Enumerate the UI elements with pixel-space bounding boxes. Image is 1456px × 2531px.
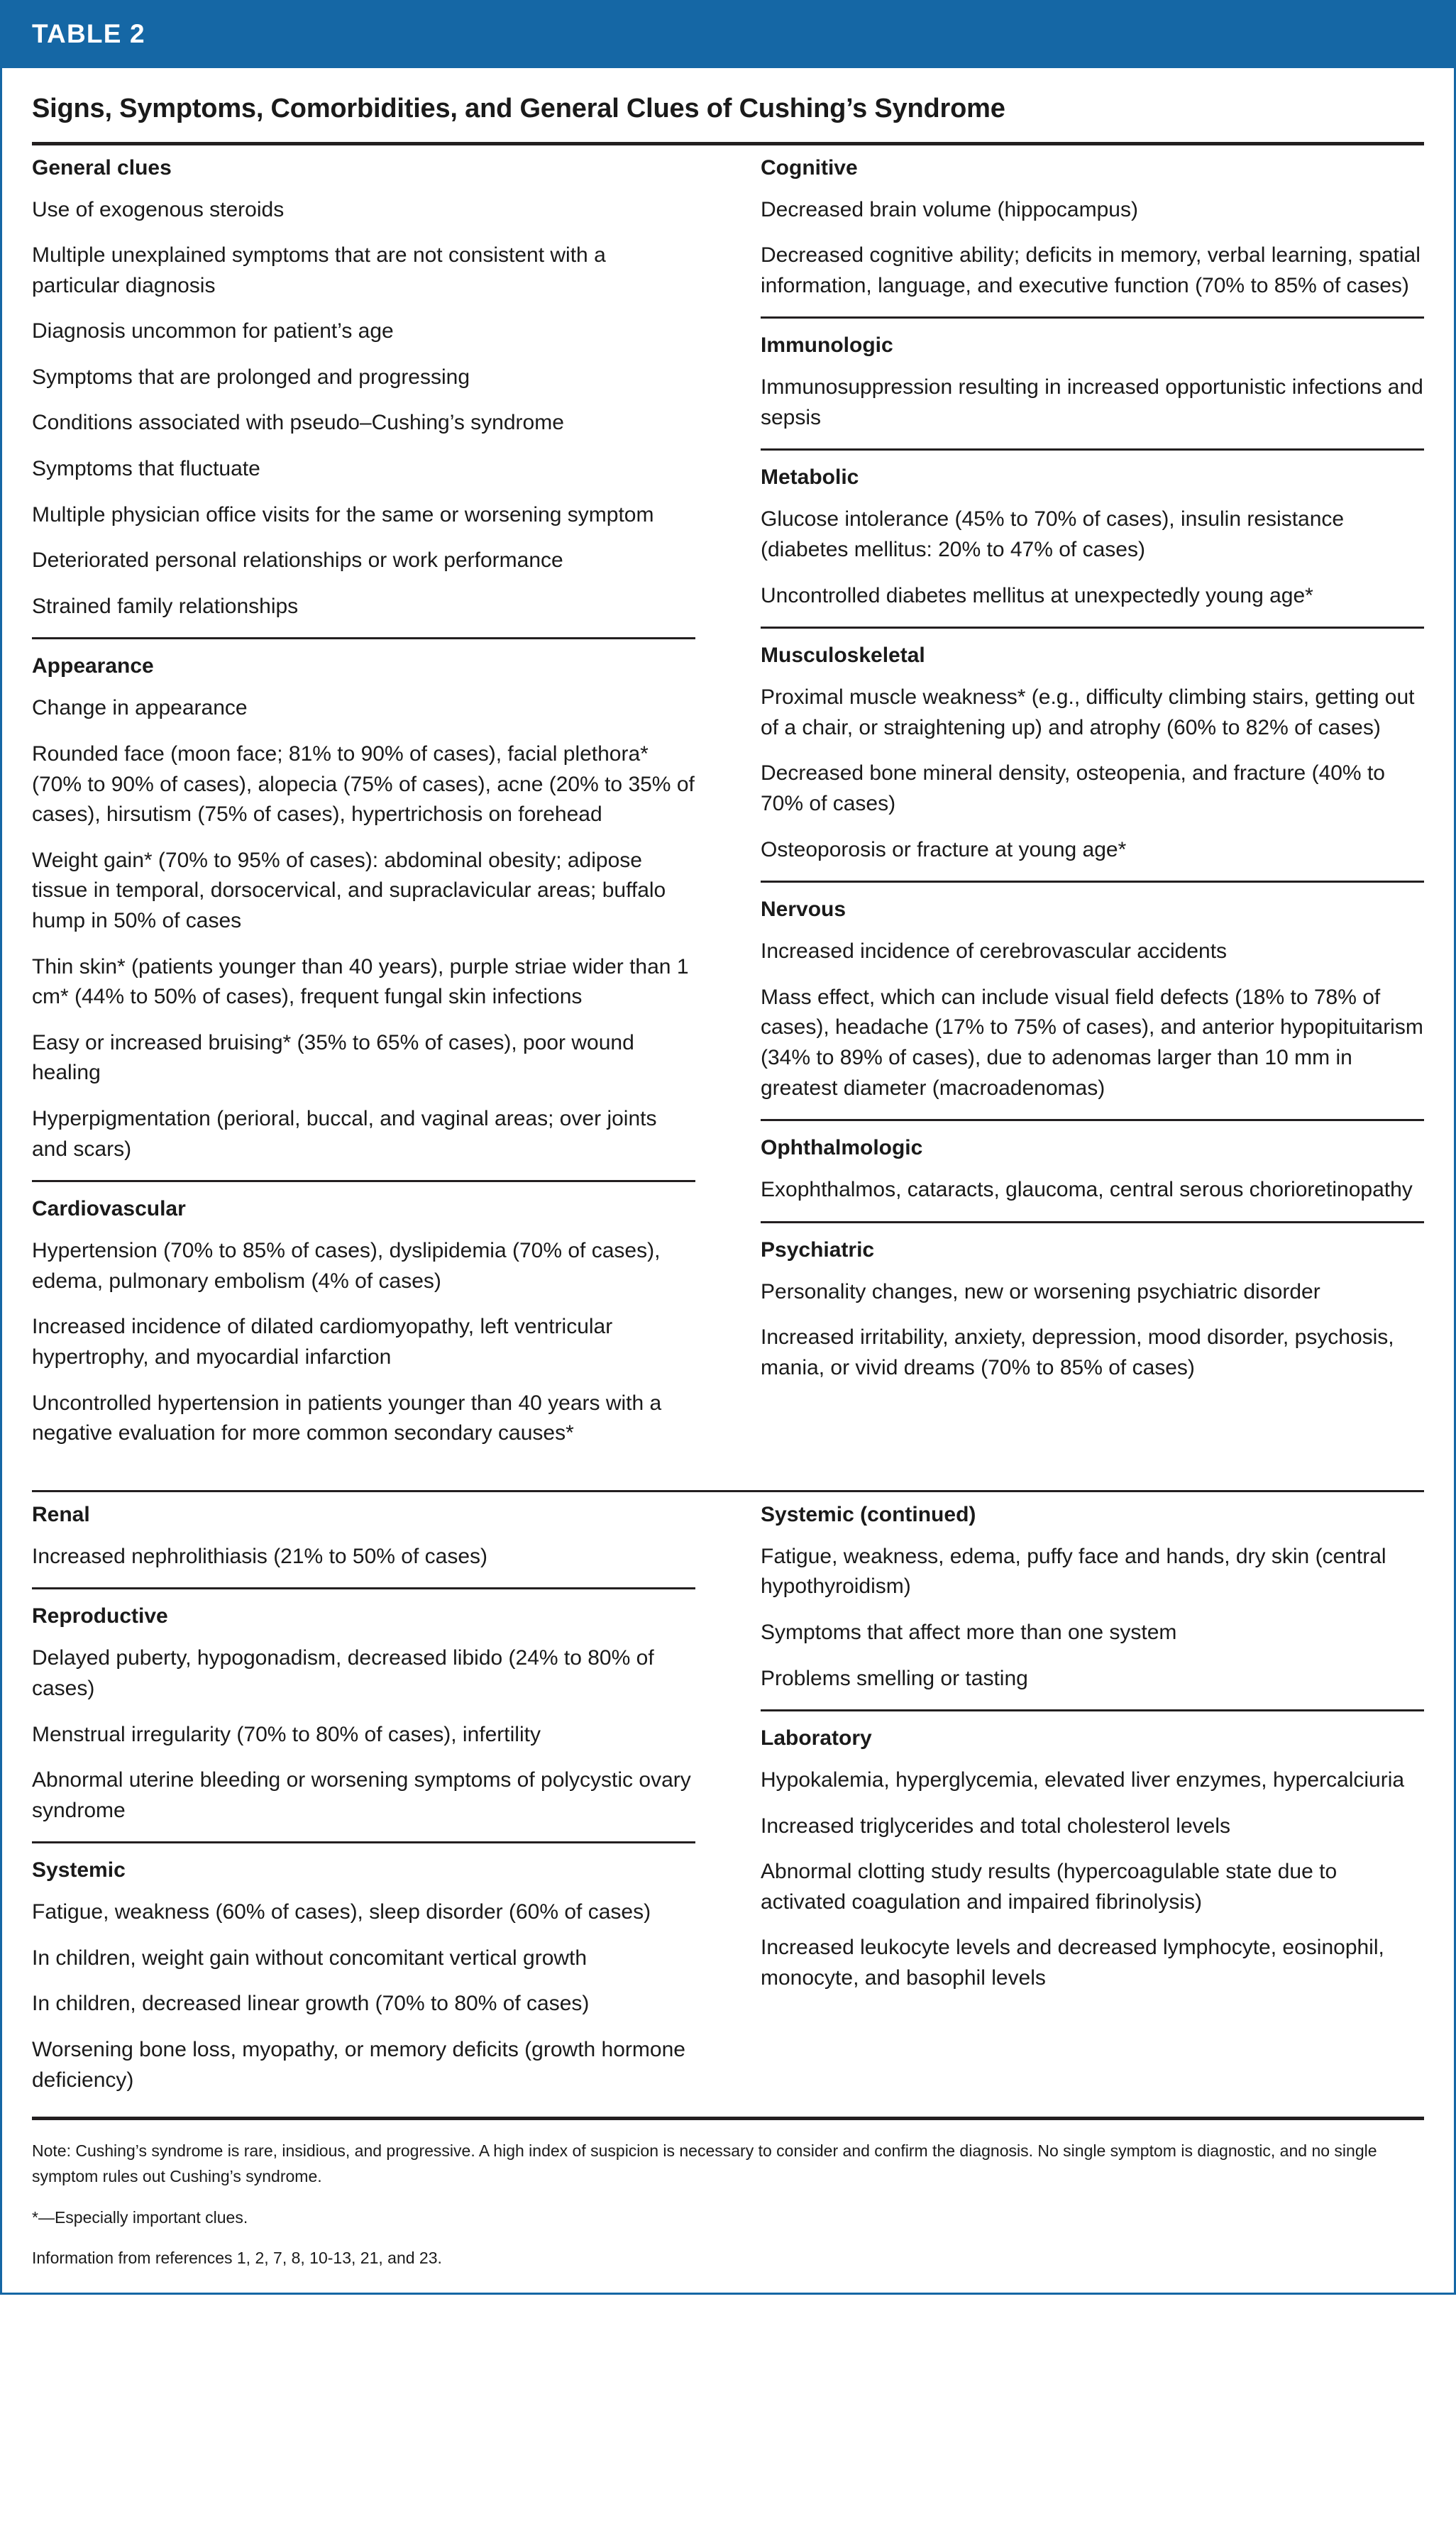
section-item: Abnormal clotting study results (hypercoagulable state due to activated coagulation and impaired fibrinolysis) xyxy=(761,1860,1338,1914)
section-block xyxy=(761,448,1424,611)
section-divider xyxy=(32,1587,695,1589)
section-block xyxy=(761,155,1424,302)
section-item: Diagnosis uncommon for patient’s age xyxy=(32,319,394,343)
section-item: Increased triglycerides and total cholesterol levels xyxy=(761,1814,1231,1838)
section-divider xyxy=(761,627,1424,629)
section-item: In children, weight gain without concomitant vertical growth xyxy=(32,1946,588,1970)
section-block xyxy=(761,881,1424,1103)
section-item: Hypokalemia, hyperglycemia, elevated liver enzymes, hypercalciuria xyxy=(761,1768,1405,1792)
section-heading: Metabolic xyxy=(761,465,859,490)
section-block xyxy=(32,1502,695,1572)
lower-columns xyxy=(2,1492,1454,2096)
section-heading: Cardiovascular xyxy=(32,1197,186,1221)
section-item: Change in appearance xyxy=(32,696,248,720)
section-item: Easy or increased bruising* (35% to 65% of cases), poor wound healing xyxy=(32,1030,634,1085)
section-divider xyxy=(32,1841,695,1843)
section-item: In children, decreased linear growth (70% to 80% of cases) xyxy=(32,1992,590,2016)
section-item: Increased leukocyte levels and decreased lymphocyte, eosinophil, monocyte, and basophil levels xyxy=(761,1936,1384,1990)
section-item: Increased irritability, anxiety, depression, mood disorder, psychosis, mania, or vivid dreams (70% to 85% of cases) xyxy=(761,1325,1394,1379)
section-heading: Nervous xyxy=(761,898,846,922)
section-item: Immunosuppression resulting in increased opportunistic infections and sepsis xyxy=(761,375,1423,429)
section-divider xyxy=(32,637,695,639)
section-item: Menstrual irregularity (70% to 80% of cases), infertility xyxy=(32,1722,541,1746)
section-item: Glucose intolerance (45% to 70% of cases), insulin resistance (diabetes mellitus: 20% to 47% of cases) xyxy=(761,507,1345,562)
section-block xyxy=(761,1502,1424,1694)
section-item: Weight gain* (70% to 95% of cases): abdominal obesity; adipose tissue in temporal, dorsocervical, and supraclavicular areas; buffalo hump in 50% of cases xyxy=(32,848,666,932)
upper-right-column xyxy=(728,145,1424,1384)
section-item: Fatigue, weakness, edema, puffy face and hands, dry skin (central hypothyroidism) xyxy=(761,1544,1386,1599)
section-item: Symptoms that affect more than one system xyxy=(761,1620,1177,1644)
section-heading: Laboratory xyxy=(761,1726,872,1750)
section-item: Strained family relationships xyxy=(32,594,299,618)
section-divider xyxy=(761,448,1424,451)
section-block xyxy=(32,1587,695,1826)
section-item: Personality changes, new or worsening psychiatric disorder xyxy=(761,1279,1320,1303)
section-divider xyxy=(761,316,1424,319)
section-item: Multiple unexplained symptoms that are not consistent with a particular diagnosis xyxy=(32,243,606,297)
section-block xyxy=(32,1841,695,2095)
page-title: Signs, Symptoms, Comorbidities, and General Clues of Cushing’s Syndrome xyxy=(32,94,1005,123)
section-heading: Reproductive xyxy=(32,1604,168,1628)
section-block xyxy=(761,1119,1424,1206)
section-block xyxy=(32,155,695,622)
section-item: Exophthalmos, cataracts, glaucoma, central serous chorioretinopathy xyxy=(761,1178,1413,1202)
section-item: Conditions associated with pseudo–Cushing’s syndrome xyxy=(32,411,564,435)
section-item: Decreased bone mineral density, osteopenia, and fracture (40% to 70% of cases) xyxy=(761,761,1385,816)
section-item: Hypertension (70% to 85% of cases), dyslipidemia (70% of cases), edema, pulmonary embolism (4% of cases) xyxy=(32,1239,661,1293)
section-item: Increased incidence of dilated cardiomyopathy, left ventricular hypertrophy, and myocardial infarction xyxy=(32,1315,613,1369)
section-item: Symptoms that are prolonged and progressing xyxy=(32,365,470,389)
section-item: Use of exogenous steroids xyxy=(32,197,285,221)
section-item: Deteriorated personal relationships or work performance xyxy=(32,548,563,573)
lower-left-column xyxy=(32,1492,728,2096)
section-block xyxy=(32,1180,695,1449)
section-heading: Cognitive xyxy=(761,155,858,180)
section-heading: Musculoskeletal xyxy=(761,644,925,668)
section-item: Multiple physician office visits for the same or worsening symptom xyxy=(32,502,654,526)
section-block xyxy=(761,1709,1424,1994)
section-item: Problems smelling or tasting xyxy=(761,1666,1028,1690)
section-item: Delayed puberty, hypogonadism, decreased libido (24% to 80% of cases) xyxy=(32,1646,654,1700)
table-title-section xyxy=(2,68,1454,145)
section-block xyxy=(761,1221,1424,1384)
lower-right-column xyxy=(728,1492,1424,1994)
upper-columns xyxy=(2,145,1454,1449)
section-heading: Systemic (continued) xyxy=(761,1502,976,1526)
section-heading: Psychiatric xyxy=(761,1237,875,1262)
section-divider xyxy=(761,1221,1424,1223)
table-number-label: TABLE 2 xyxy=(32,19,145,48)
section-item: Uncontrolled hypertension in patients younger than 40 years with a negative evaluation for more common secondary causes* xyxy=(32,1391,662,1445)
section-block xyxy=(761,316,1424,433)
section-divider xyxy=(761,1119,1424,1121)
section-item: Uncontrolled diabetes mellitus at unexpectedly young age* xyxy=(761,583,1313,607)
section-item: Abnormal uterine bleeding or worsening symptoms of polycystic ovary syndrome xyxy=(32,1768,691,1822)
section-item: Worsening bone loss, myopathy, or memory deficits (growth hormone deficiency) xyxy=(32,2038,685,2092)
table-banner xyxy=(2,0,1454,68)
upper-left-column xyxy=(32,145,728,1449)
section-item: Symptoms that fluctuate xyxy=(32,457,260,481)
section-heading: Renal xyxy=(32,1502,90,1526)
footnotes xyxy=(2,2120,1454,2293)
footnote-line: *—Especially important clues. xyxy=(32,2207,248,2227)
section-item: Thin skin* (patients younger than 40 years), purple striae wider than 1 cm* (44% to 50% of cases), frequent fungal skin infections xyxy=(32,954,689,1009)
section-block xyxy=(761,627,1424,865)
section-item: Osteoporosis or fracture at young age* xyxy=(761,837,1127,861)
section-heading: Appearance xyxy=(32,654,154,678)
section-item: Rounded face (moon face; 81% to 90% of cases), facial plethora* (70% to 90% of cases), alopecia (75% of cases), acne (20% to 35% of cases), hirsutism (75% of cases), hypertrichosis on forehead xyxy=(32,742,695,827)
section-item: Increased incidence of cerebrovascular accidents xyxy=(761,939,1228,964)
footnote-line: Information from references 1, 2, 7, 8, 10-13, 21, and 23. xyxy=(32,2249,442,2268)
section-divider xyxy=(32,1180,695,1182)
section-item: Decreased cognitive ability; deficits in memory, verbal learning, spatial information, language, and executive function (70% to 85% of cases) xyxy=(761,243,1421,297)
section-item: Hyperpigmentation (perioral, buccal, and vaginal areas; over joints and scars) xyxy=(32,1106,657,1161)
section-heading: Immunologic xyxy=(761,333,893,358)
section-block xyxy=(32,637,695,1164)
section-divider xyxy=(761,881,1424,883)
section-item: Increased nephrolithiasis (21% to 50% of cases) xyxy=(32,1544,488,1568)
mid-spacer xyxy=(2,1449,1454,1490)
section-heading: Systemic xyxy=(32,1858,126,1882)
footnote-line: Note: Cushing’s syndrome is rare, insidious, and progressive. A high index of suspicion is necessary to consider and confirm the diagnosis. No single symptom is diagnostic, and no single symptom rules out Cushing’s syndrome. xyxy=(32,2141,1377,2185)
section-heading: General clues xyxy=(32,155,172,180)
section-item: Proximal muscle weakness* (e.g., difficulty climbing stairs, getting out of a chair, or straightening up) and atrophy (60% to 82% of cases) xyxy=(761,685,1415,739)
section-heading: Ophthalmologic xyxy=(761,1136,923,1160)
section-item: Mass effect, which can include visual field defects (18% to 78% of cases), headache (17% to 75% of cases), and anterior hypopituitarism (34% to 89% of cases), due to adenomas larger than 10 mm in greatest diameter (macroadenomas) xyxy=(761,985,1423,1100)
section-item: Decreased brain volume (hippocampus) xyxy=(761,197,1138,221)
section-item: Fatigue, weakness (60% of cases), sleep disorder (60% of cases) xyxy=(32,1900,651,1924)
section-divider xyxy=(761,1709,1424,1711)
